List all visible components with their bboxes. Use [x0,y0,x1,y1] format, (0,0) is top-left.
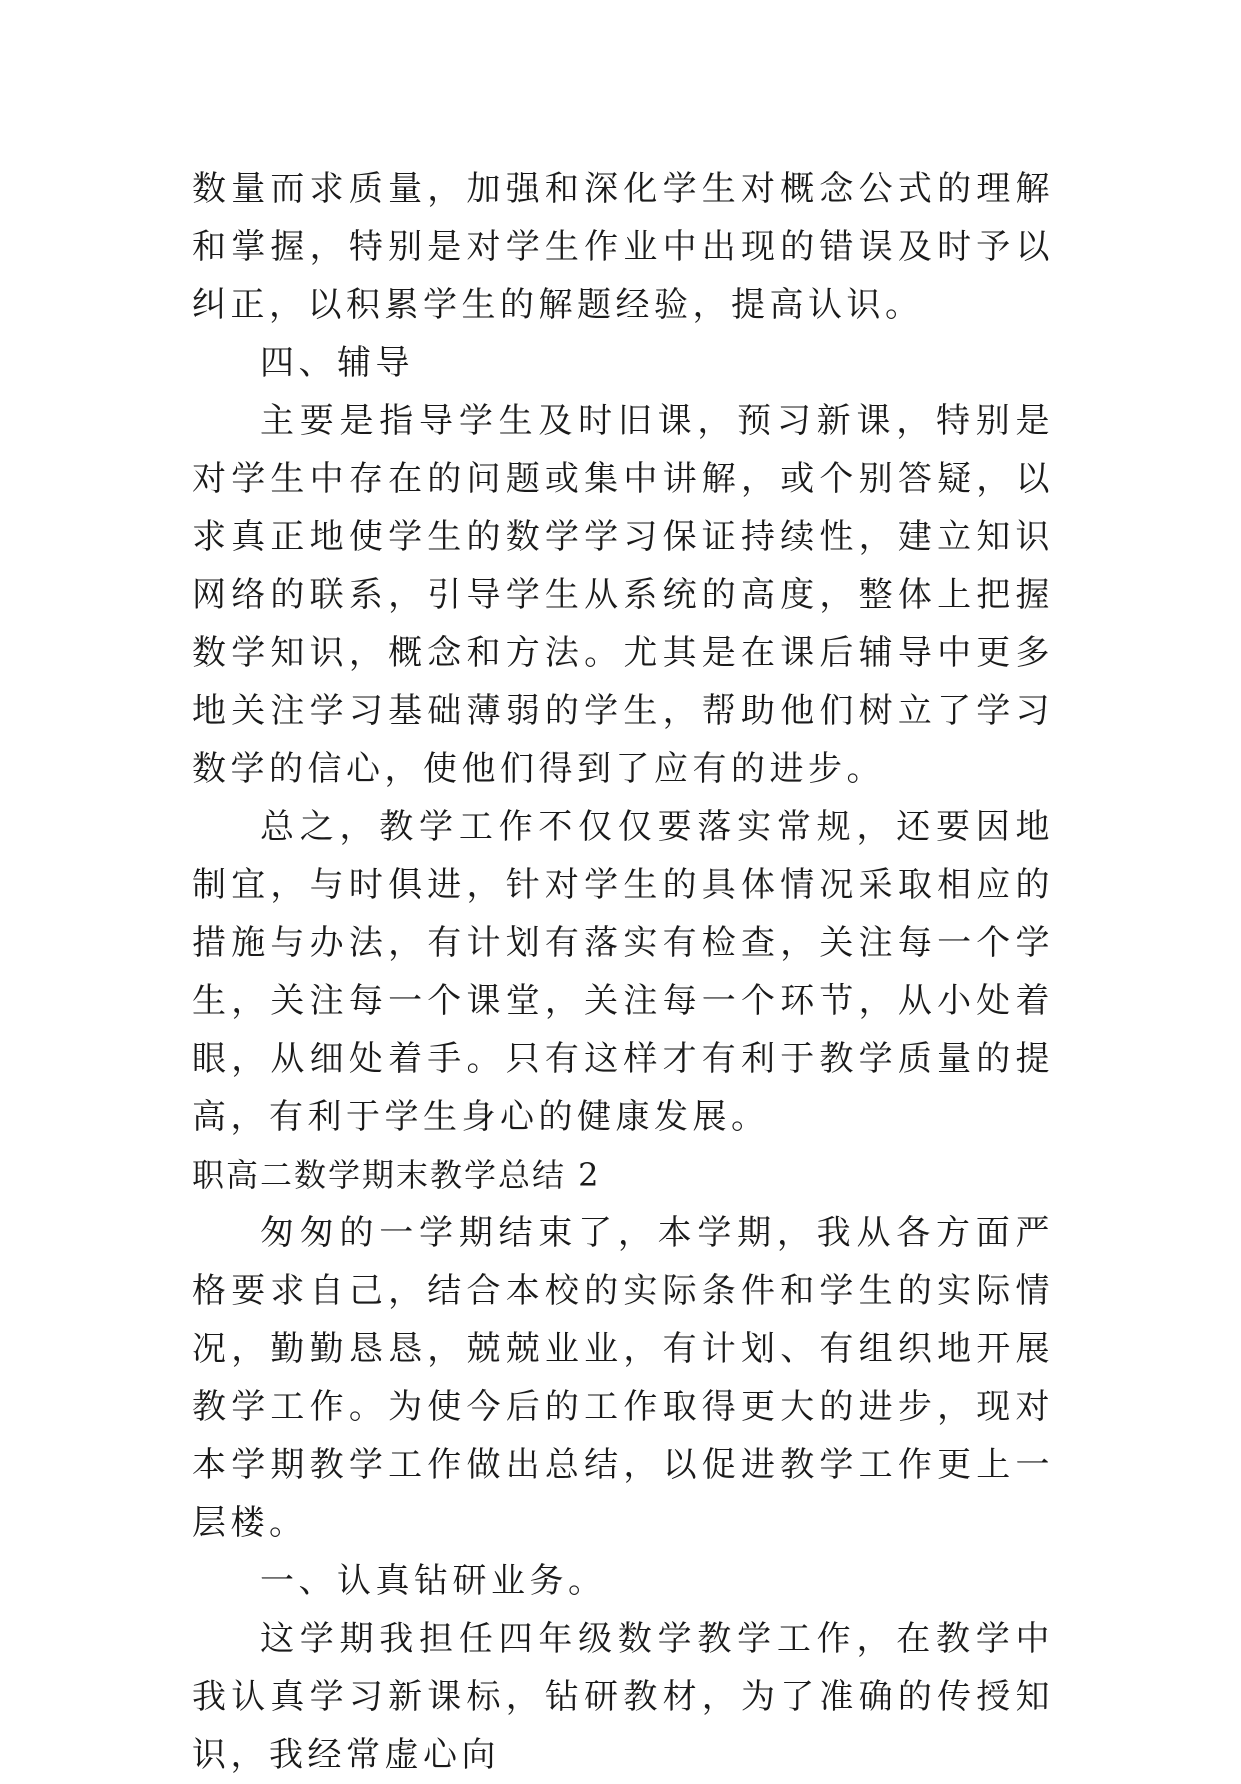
paragraph-conclusion: 总之，教学工作不仅仅要落实常规，还要因地制宜，与时俱进，针对学生的具体情况采取相应的措施与办法，有计划有落实有检查，关注每一个学生，关注每一个课堂，关注每一个环节，从小处着眼，从细处着手。只有这样才有利于教学质量的提高，有利于学生身心的健康发展。 [192,807,1054,1137]
paragraph-study-work: 这学期我担任四年级数学教学工作，在教学中我认真学习新课标，钻研教材，为了准确的传授知识，我经常虚心向 [192,1619,1054,1775]
paragraph-intro-summary-2: 匆匆的一学期结束了，本学期，我从各方面严格要求自己，结合本校的实际条件和学生的实际情况，勤勤恳恳，兢兢业业，有计划、有组织地开展教学工作。为使今后的工作取得更大的进步，现对本学期教学工作做出总结，以促进教学工作更上一层楼。 [192,1213,1054,1543]
document-body [192,160,1054,1784]
heading-section-four-tutoring: 四、辅导 [260,343,414,383]
document-title-summary-2: 职高二数学期末教学总结 2 [192,1156,601,1194]
paragraph-continued-quality: 数量而求质量，加强和深化学生对概念公式的理解和掌握，特别是对学生作业中出现的错误及时予以纠正，以积累学生的解题经验，提高认识。 [192,169,1054,325]
heading-section-one-study: 一、认真钻研业务。 [260,1561,607,1601]
paragraph-tutoring: 主要是指导学生及时旧课，预习新课，特别是对学生中存在的问题或集中讲解，或个别答疑，以求真正地使学生的数学学习保证持续性，建立知识网络的联系，引导学生从系统的高度，整体上把握数学知识，概念和方法。尤其是在课后辅导中更多地关注学习基础薄弱的学生，帮助他们树立了学习数学的信心，使他们得到了应有的进步。 [192,401,1054,789]
